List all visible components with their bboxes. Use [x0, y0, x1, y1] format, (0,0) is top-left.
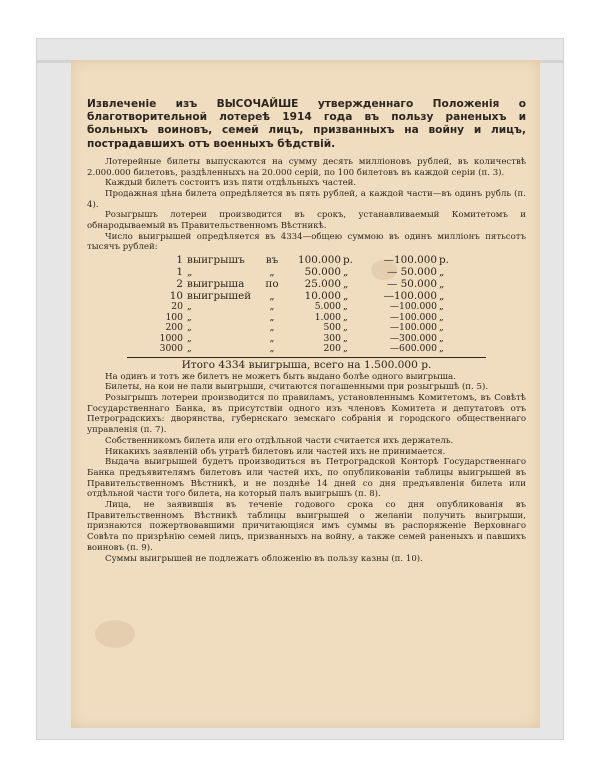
prize-count-cell: 3000: [159, 343, 183, 355]
prize-row: [87, 313, 526, 324]
prize-row: [87, 323, 526, 334]
prize-row: [87, 334, 526, 345]
paragraph: Продажная цѣна билета опредѣляется въ пять рублей, а каждой части—въ одинъ рубль (п. 4).: [87, 188, 526, 210]
lottery-ticket-back: [71, 60, 540, 728]
prize-count-cell: 10: [169, 290, 183, 303]
paper-stain: [95, 620, 135, 648]
prize-unit-cell: „: [343, 332, 348, 344]
prize-total-cell: — 50.000: [386, 278, 437, 291]
prize-unit-cell: „: [343, 278, 349, 291]
paragraph: Билеты, на кои не пали выигрыши, считаются погашенными при розыгрышѣ (п. 5).: [105, 382, 489, 393]
prize-prep-cell: „: [269, 301, 275, 313]
paragraph: Розыгрышъ лотереи производится по правиламъ, установленнымъ Комитетомъ, въ Совѣтѣ Государственнаго Банка, въ присутствіи одного изъ членовъ Комитета и депутатовъ отъ Петроградскихъ: дворянства, губернскаго земскаго собранія и городского общественнаго управленія (п. 7).: [87, 393, 526, 436]
prize-total-cell: —100.000: [389, 311, 437, 323]
prize-row: [87, 344, 526, 355]
prize-prep-cell: въ: [265, 254, 279, 267]
prize-total-cell: —600.000: [389, 343, 437, 355]
prize-prep-cell: „: [269, 290, 275, 303]
paragraph: Каждый билетъ состоитъ изъ пяти отдѣльныхъ частей.: [105, 178, 357, 189]
prize-prep-cell: „: [269, 332, 275, 344]
prize-amount-cell: 50.000: [304, 266, 341, 279]
prize-word-cell: „: [187, 301, 192, 313]
prize-word-cell: „: [187, 343, 192, 355]
prize-word-cell: выигрыша: [187, 278, 245, 291]
prize-count-cell: 200: [165, 322, 183, 334]
prize-unit2-cell: „: [439, 301, 444, 313]
prize-unit-cell: „: [343, 301, 348, 313]
paragraph: Число выигрышей опредѣляется въ 4334—общею суммою въ одинъ милліонъ пятьсотъ тысячъ рублей:: [87, 231, 526, 253]
prize-amount-cell: 10.000: [304, 290, 341, 303]
prize-unit2-cell: р.: [439, 254, 449, 267]
prize-count-cell: 1: [176, 254, 183, 267]
paragraph: Выдача выигрышей будетъ производиться въ Петроградской Конторѣ Государственнаго Банка предъявителямъ билетовъ или частей ихъ, по опубликованіи таблицы выигрышей въ Правительственномъ Вѣстникѣ, и не позднѣе 14 дней со дня предъявленія билета или отдѣльной части того билета, на который палъ выигрышъ (п. 8).: [87, 457, 526, 500]
paragraph: Лотерейные билеты выпускаются на сумму десять милліоновъ рублей, въ количествѣ 2.000.000 билетовъ, раздѣленныхъ на 20.000 серій, по 100 билетовъ въ каждой серіи (п. 3).: [87, 156, 526, 178]
prize-word-cell: „: [187, 322, 192, 334]
prize-amount-cell: 300: [323, 332, 341, 344]
prize-amount-cell: 200: [323, 343, 341, 355]
prize-unit2-cell: „: [439, 266, 445, 279]
prize-row: [87, 254, 526, 266]
paragraph: Лица, не заявившія въ теченіе годового срока со дня опубликованія въ Правительственномъ Вѣстникѣ таблицы выигрышей о желаніи получить выигрыши, признаются пожертвовавшими причитающіяся имъ суммы въ распоряженіе Верховнаго Совѣта по призрѣнію семей лицъ, призванныхъ на войну, а также семей раненыхъ и павшихъ воиновъ (п. 9).: [87, 500, 526, 553]
prize-amount-cell: 5.000: [314, 301, 341, 313]
paragraph: Собственникомъ билета или его отдѣльной части считается ихъ держатель.: [105, 435, 454, 446]
prize-unit2-cell: „: [439, 278, 445, 291]
paragraph: На одинъ и тотъ же билетъ не можетъ быть выдано болѣе одного выигрыша.: [105, 371, 456, 382]
total-rule: [127, 357, 487, 358]
paper-stain: [371, 260, 397, 280]
prize-prep-cell: „: [269, 343, 275, 355]
prize-unit2-cell: „: [439, 332, 444, 344]
document-title: Извлеченіе изъ ВЫСОЧАЙШЕ утвержденнаго Положенія о благотворительной лотереѣ 1914 года въ пользу раненыхъ и больныхъ воиновъ, семей лицъ, призванныхъ на войну и лицъ, пострадавшихъ отъ военныхъ бѣдствій.: [87, 98, 526, 150]
paragraph: Суммы выигрышей не подлежатъ обложенію въ пользу казны (п. 10).: [105, 553, 423, 564]
prize-count-cell: 100: [165, 311, 183, 323]
prize-unit-cell: „: [343, 343, 348, 355]
prize-total-cell: — 50.000: [386, 266, 437, 279]
prize-amount-cell: 25.000: [304, 278, 341, 291]
prize-unit2-cell: „: [439, 322, 444, 334]
prize-unit-cell: „: [343, 266, 349, 279]
prize-prep-cell: „: [269, 266, 275, 279]
prize-row: [87, 290, 526, 302]
prize-row: [87, 278, 526, 290]
prize-count-cell: 1000: [159, 332, 183, 344]
paragraph: Никакихъ заявленій объ утратѣ билетовъ или частей ихъ не принимается.: [105, 446, 446, 457]
prize-prep-cell: „: [269, 311, 275, 323]
prize-count-cell: 20: [171, 301, 183, 313]
prize-total-cell: —300.000: [389, 332, 437, 344]
prize-unit2-cell: „: [439, 343, 444, 355]
prize-count-cell: 1: [176, 266, 183, 279]
prize-row: [87, 266, 526, 278]
total-line: Итого 4334 выигрыша, всего на 1.500.000 р.: [181, 358, 432, 371]
prize-prep-cell: по: [265, 278, 279, 291]
prize-prep-cell: „: [269, 322, 275, 334]
paragraph: Розыгрышъ лотереи производится въ срокъ, устанавливаемый Комитетомъ и обнародываемый въ Правительственномъ Вѣстникѣ.: [87, 210, 526, 232]
prize-total-cell: —100.000: [383, 290, 437, 303]
prize-word-cell: „: [187, 311, 192, 323]
prize-amount-cell: 1.000: [314, 311, 341, 323]
prize-total-cell: —100.000: [389, 301, 437, 313]
prize-word-cell: выигрышъ: [187, 254, 245, 267]
prize-word-cell: „: [187, 266, 193, 279]
prize-amount-cell: 500: [323, 322, 341, 334]
prize-amount-cell: 100.000: [298, 254, 341, 267]
prize-unit-cell: „: [343, 290, 349, 303]
prize-unit2-cell: „: [439, 311, 444, 323]
prize-table: [87, 254, 526, 355]
prize-total-cell: —100.000: [389, 322, 437, 334]
prize-unit-cell: „: [343, 311, 348, 323]
prize-count-cell: 2: [176, 278, 183, 291]
prize-word-cell: „: [187, 332, 192, 344]
prize-word-cell: выигрышей: [187, 290, 252, 303]
prize-total-cell: —100.000: [383, 254, 437, 267]
prize-unit-cell: „: [343, 322, 348, 334]
prize-unit-cell: р.: [343, 254, 353, 267]
prize-row: [87, 302, 526, 313]
prize-unit2-cell: „: [439, 290, 445, 303]
